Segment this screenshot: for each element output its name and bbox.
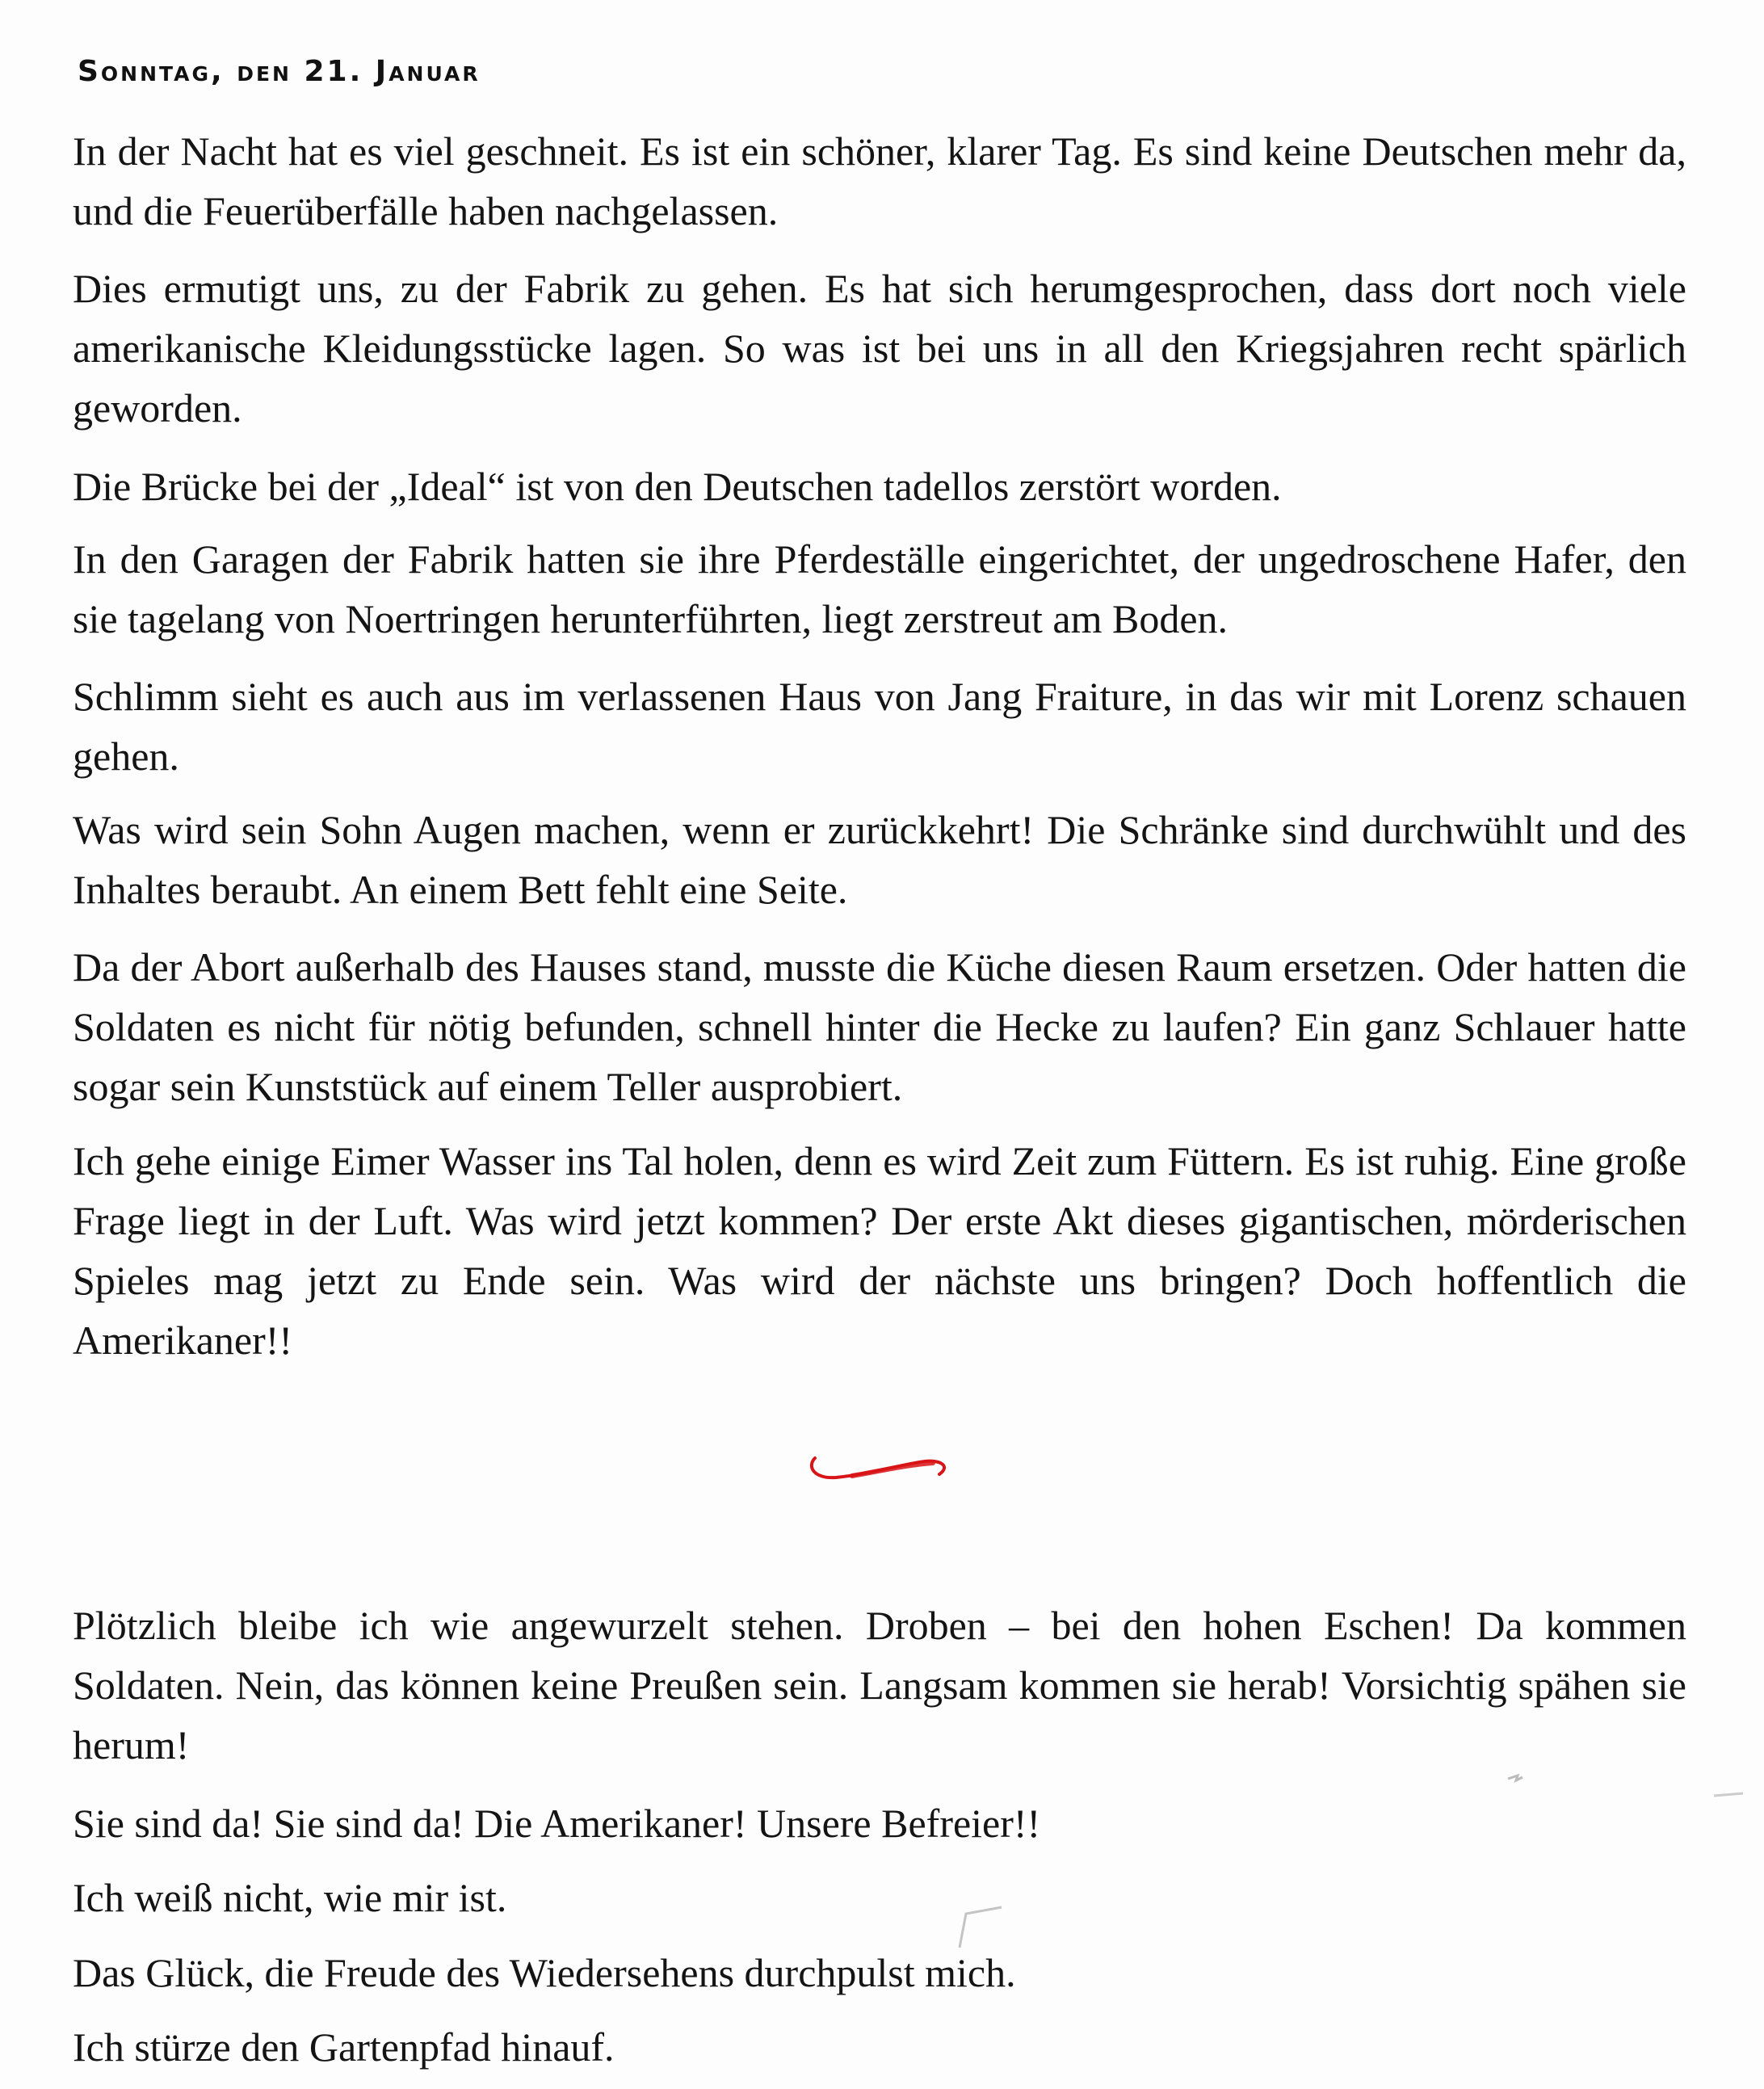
paragraph-4: In den Garagen der Fabrik hatten sie ihre Pferdeställe eingerichtet, der ungedroschene Hafer, den sie tagelang von Noertringen herunterführten, liegt zerstreut am Boden. bbox=[73, 536, 1686, 641]
flourish-icon bbox=[804, 1442, 949, 1490]
paragraph-1: In der Nacht hat es viel geschneit. Es ist ein schöner, klarer Tag. Es sind keine Deutschen mehr da, und die Feuerüberfälle haben nachgelassen. bbox=[73, 128, 1686, 233]
paragraph-5: Schlimm sieht es auch aus im verlassenen Haus von Jang Fraiture, in das wir mit Lorenz schauen gehen. bbox=[73, 674, 1686, 779]
scan-speck-icon bbox=[953, 1902, 1010, 1951]
paragraph-6: Was wird sein Sohn Augen machen, wenn er zurückkehrt! Die Schränke sind durchwühlt und des Inhaltes beraubt. An einem Bett fehlt eine Seite. bbox=[73, 807, 1686, 912]
paragraph-7: Da der Abort außerhalb des Hauses stand, musste die Küche diesen Raum ersetzen. Oder hatten die Soldaten es nicht für nötig befunden, schnell hinter die Hecke zu laufen? Ein ganz Schlauer hatte sogar sein Kunststück auf einem Teller ausprobiert. bbox=[73, 944, 1686, 1109]
paragraph-8: Ich gehe einige Eimer Wasser ins Tal holen, denn es wird Zeit zum Füttern. Es ist ruhig. Eine große Frage liegt in der Luft. Was wird jetzt kommen? Der erste Akt dieses gigantischen, mörderischen Spieles mag jetzt zu Ende sein. Was wird der nächste uns bringen? Doch hoffentlich die Amerikaner!! bbox=[73, 1138, 1686, 1363]
paragraph-9: Plötzlich bleibe ich wie angewurzelt stehen. Droben – bei den hohen Eschen! Da kommen Soldaten. Nein, das können keine Preußen sein. Langsam kommen sie herab! Vorsichtig spähen sie herum! bbox=[73, 1603, 1686, 1767]
paragraph-11: Ich weiß nicht, wie mir ist. bbox=[73, 1875, 507, 1920]
paragraph-2: Dies ermutigt uns, zu der Fabrik zu gehen. Es hat sich herumgesprochen, dass dort noch viele amerikanische Kleidungsstücke lagen. So was ist bei uns in all den Kriegsjahren recht spärlich geworden. bbox=[73, 266, 1686, 431]
scan-speck-icon bbox=[1712, 1789, 1745, 1801]
paragraph-13: Ich stürze den Gartenpfad hinauf. bbox=[73, 2024, 615, 2070]
paragraph-3: Die Brücke bei der „Ideal“ ist von den Deutschen tadellos zerstört worden. bbox=[73, 464, 1282, 509]
date-heading: Sonntag, den 21. Januar bbox=[78, 55, 481, 88]
paragraph-12: Das Glück, die Freude des Wiedersehens durchpulst mich. bbox=[73, 1950, 1016, 1995]
scan-speck-icon bbox=[1506, 1769, 1531, 1785]
paragraph-10: Sie sind da! Sie sind da! Die Amerikaner! Unsere Befreier!! bbox=[73, 1801, 1041, 1846]
